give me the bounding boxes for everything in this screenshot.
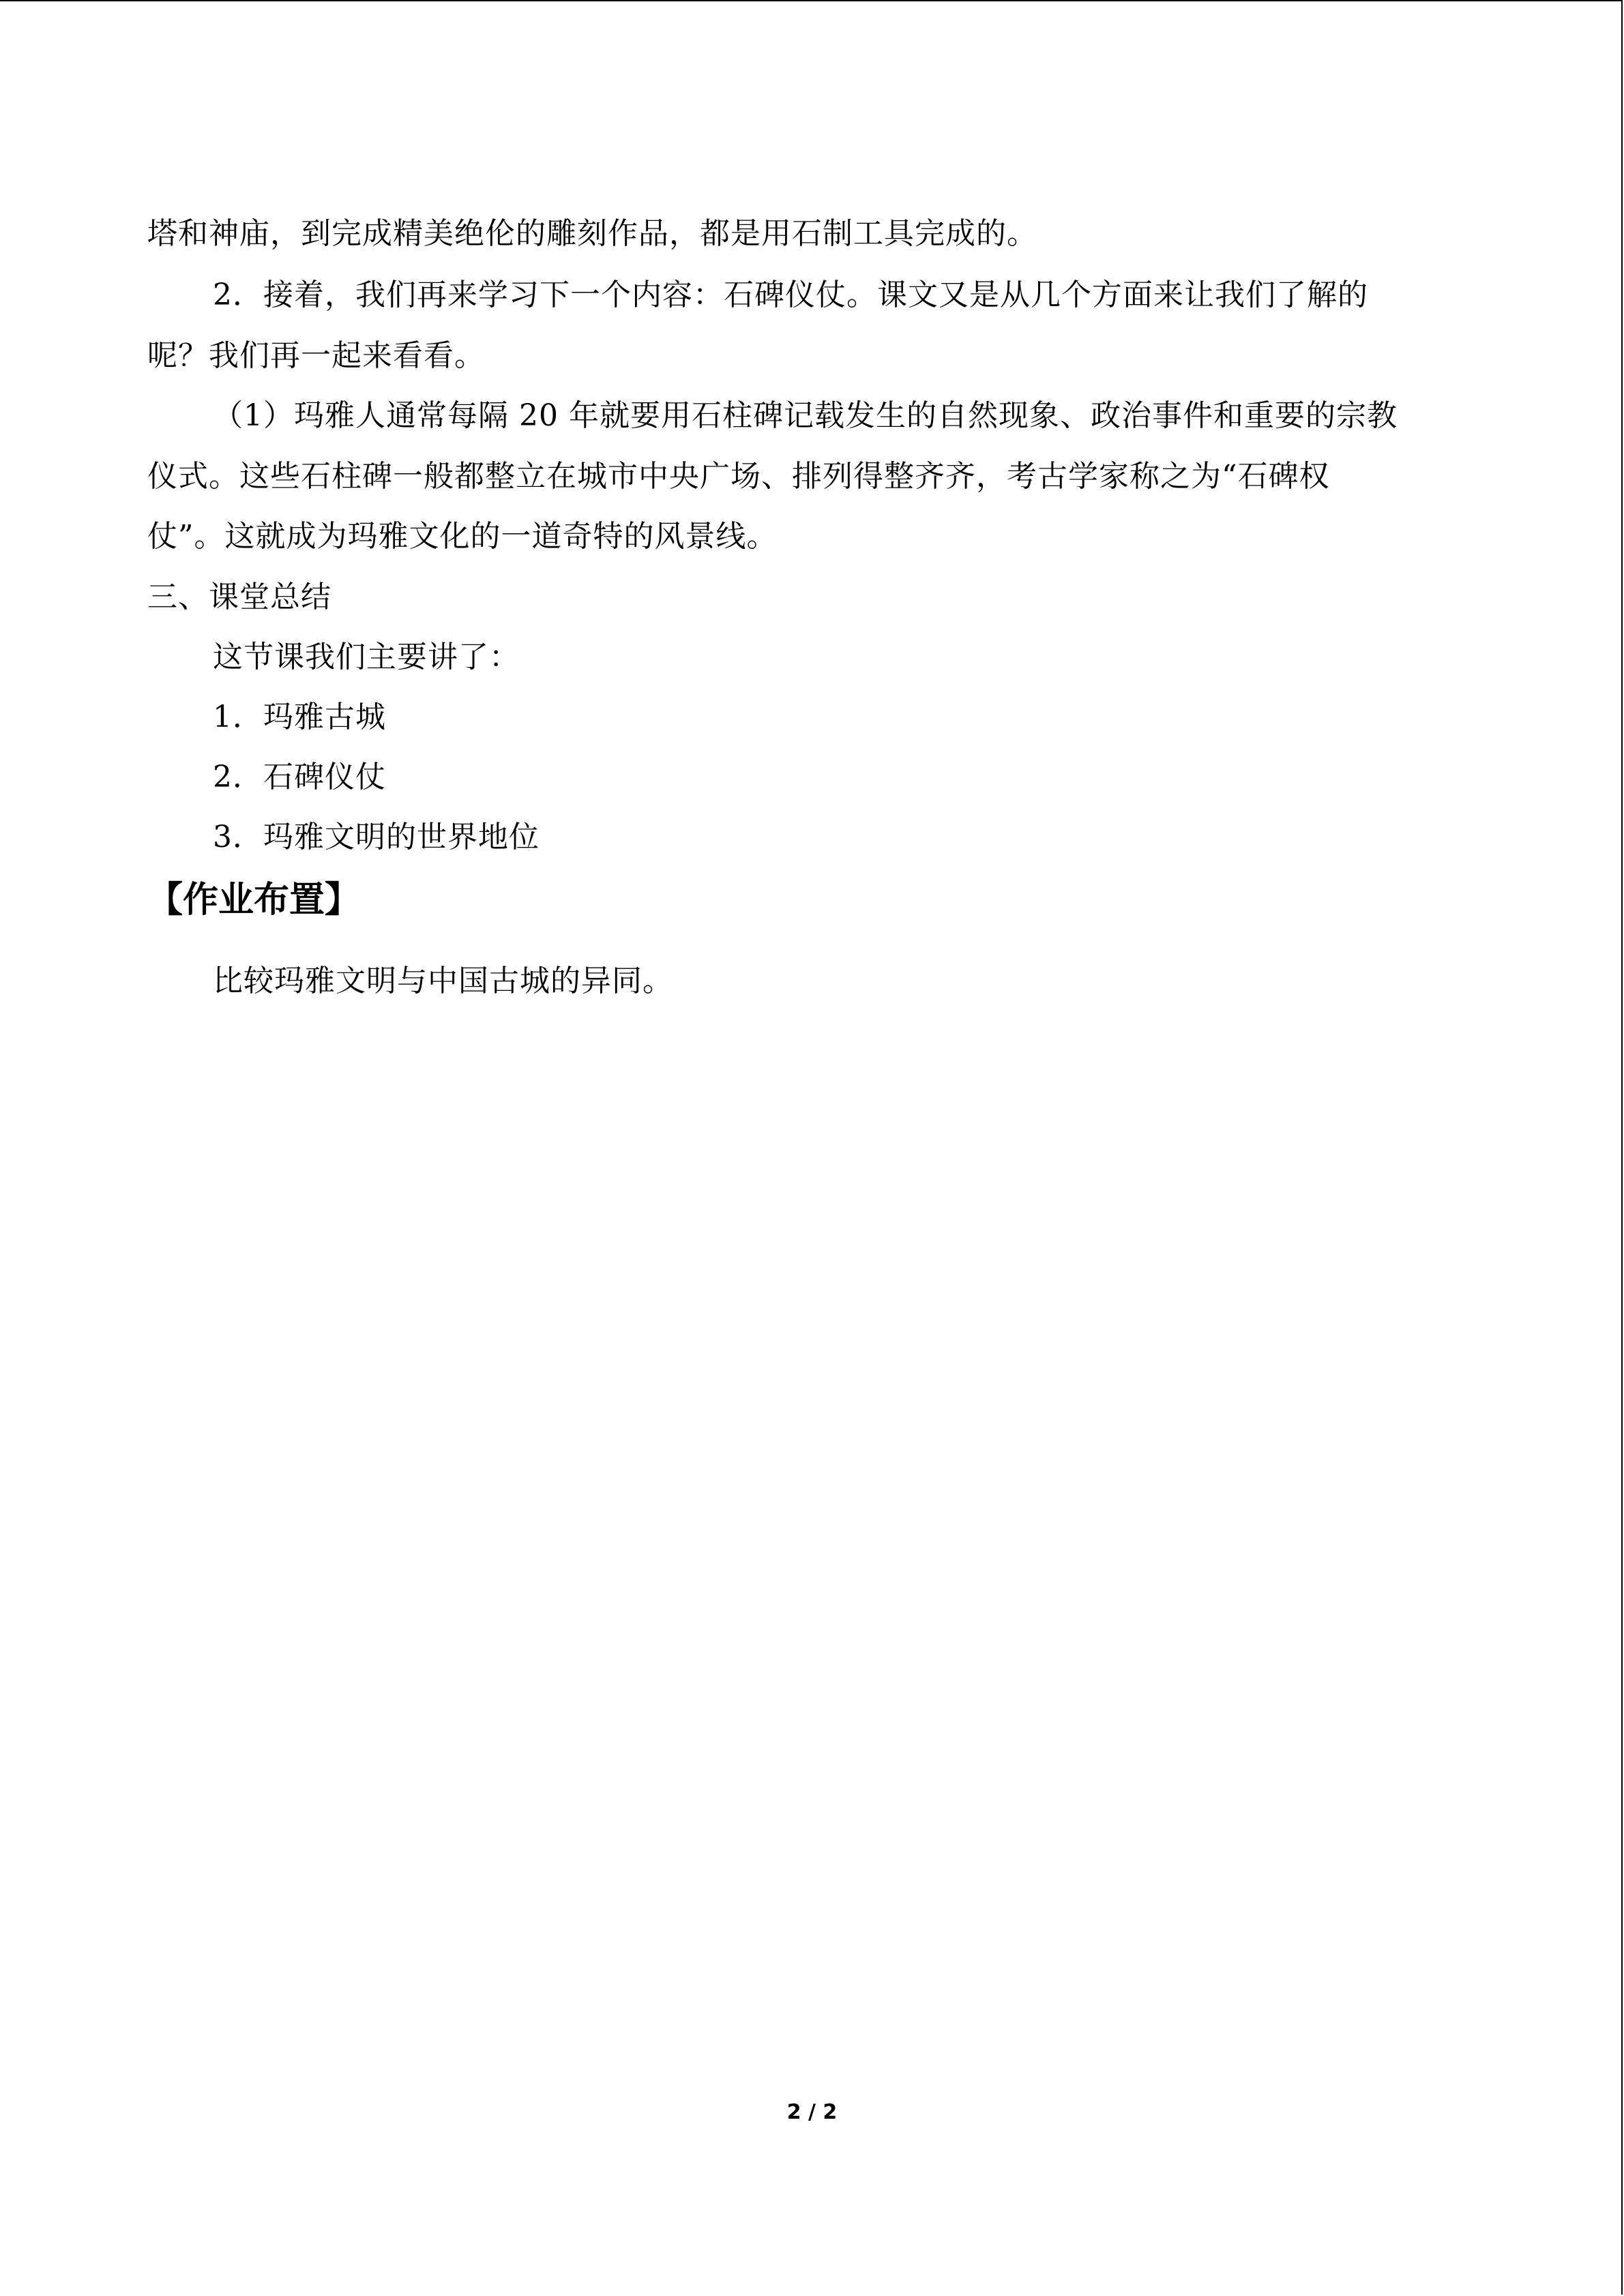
summary-list-item: 2．石碑仪仗 (213, 760, 386, 794)
homework-heading: 【作业布置】 (147, 880, 361, 921)
summary-list-item: 3．玛雅文明的世界地位 (213, 820, 540, 854)
paragraph-line: 塔和神庙，到完成精美绝伦的雕刻作品，都是用石制工具完成的。 (147, 216, 1037, 251)
paragraph-line: （1）玛雅人通常每隔 20 年就要用石柱碑记载发生的自然现象、政治事件和重要的宗教 (213, 398, 1398, 433)
paragraph-line: 仪式。这些石柱碑一般都整立在城市中央广场、排列得整齐齐，考古学家称之为“石碑权 (147, 459, 1330, 494)
homework-text: 比较玛雅文明与中国古城的异同。 (213, 964, 673, 998)
paragraph-line: 2．接着，我们再来学习下一个内容：石碑仪仗。课文又是从几个方面来让我们了解的 (213, 278, 1368, 312)
paragraph-line: 呢？我们再一起来看看。 (147, 338, 485, 373)
page-number: 2 / 2 (786, 2100, 838, 2124)
paragraph-line: 仗”。这就成为玛雅文化的一道奇特的风景线。 (147, 519, 778, 554)
section-heading-summary: 三、课堂总结 (147, 580, 331, 614)
summary-list-item: 1．玛雅古城 (213, 700, 386, 734)
summary-intro: 这节课我们主要讲了： (213, 640, 520, 674)
